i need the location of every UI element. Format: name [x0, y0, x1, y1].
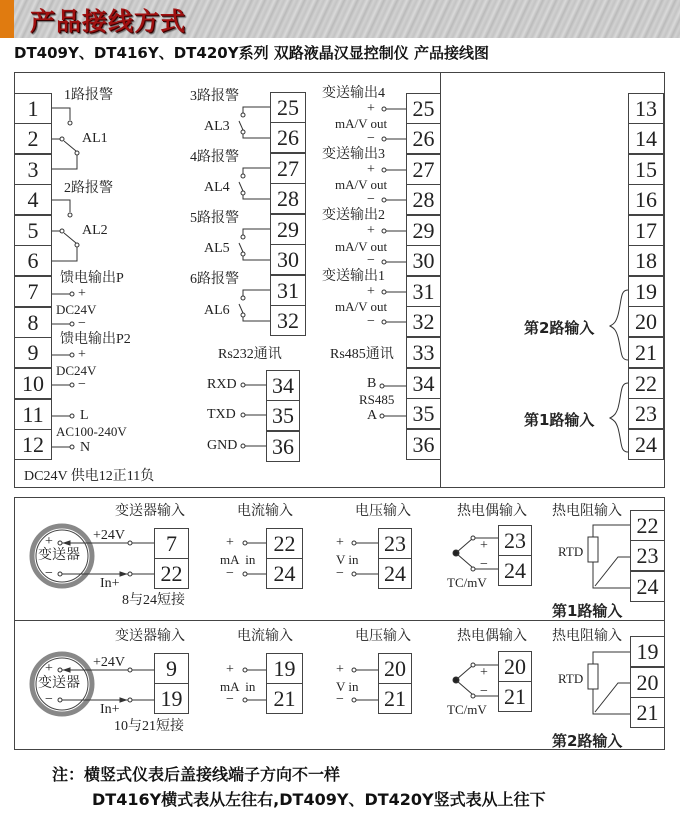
feed2-voltage: DC24V — [56, 363, 97, 378]
terminal-35-out: 35 — [406, 398, 441, 429]
rs485-title: Rs485通讯 — [330, 347, 394, 362]
terminal-17: 17 — [628, 215, 664, 246]
output2-title: 变送输出2 — [322, 208, 385, 223]
diagram-subtitle: DT409Y、DT416Y、DT420Y系列 双路液晶汉显控制仪 产品接线图 — [14, 44, 490, 62]
output1-plus: + — [367, 284, 375, 299]
terminal-20: 20 — [628, 306, 664, 337]
output2-mid: mA/V out — [335, 239, 388, 254]
p1-thermocouple-title: 热电偶输入 — [457, 504, 527, 519]
p2-voltage-terminal-20: 20 — [378, 653, 412, 684]
p2-transmitter-minus: − — [45, 692, 53, 707]
p1-transmitter-in: In+ — [100, 576, 120, 591]
p1-transmitter-note: 8与24短接 — [122, 593, 185, 608]
p1-voltage-plus: + — [336, 535, 344, 550]
p1-terminal-22: 22 — [154, 558, 189, 589]
input2-brace-label: 第2路输入 — [524, 319, 595, 337]
terminal-4: 4 — [14, 184, 52, 215]
output4-title: 变送输出4 — [322, 86, 385, 101]
power-voltage: AC100-240V — [56, 424, 127, 439]
terminal-16: 16 — [628, 184, 664, 215]
alarm4-name: AL4 — [204, 180, 230, 195]
output3-mid: mA/V out — [335, 177, 388, 192]
p1-current-plus: + — [226, 535, 234, 550]
p2-current-plus: + — [226, 662, 234, 677]
p2-transmitter-in: In+ — [100, 702, 120, 717]
p1-rtd-terminal-24: 24 — [630, 571, 665, 602]
p2-rtd-terminal-20: 20 — [630, 667, 665, 698]
p1-voltage-minus: − — [336, 566, 344, 581]
feed2-minus: − — [78, 377, 86, 392]
power-footnote: DC24V 供电12正11负 — [24, 469, 155, 484]
terminal-10: 10 — [14, 368, 52, 399]
p2-thermocouple-mid: TC/mV — [447, 702, 487, 717]
terminal-11: 11 — [14, 399, 52, 430]
terminal-24: 24 — [628, 429, 664, 460]
p2-voltage-minus: − — [336, 692, 344, 707]
terminal-1: 1 — [14, 93, 52, 124]
terminal-26-out: 26 — [406, 123, 441, 154]
p1-terminal-7: 7 — [154, 528, 189, 559]
output3-title: 变送输出3 — [322, 147, 385, 162]
output2-minus: − — [367, 253, 375, 268]
terminal-27: 27 — [270, 153, 306, 184]
p1-thermocouple-minus: − — [480, 557, 488, 572]
terminal-32-out: 32 — [406, 306, 441, 337]
rs232-gnd: GND — [207, 438, 238, 453]
alarm5-title: 5路报警 — [190, 211, 239, 226]
terminal-30: 30 — [270, 244, 306, 275]
terminal-7: 7 — [14, 276, 52, 307]
alarm6-name: AL6 — [204, 303, 230, 318]
terminal-30-out: 30 — [406, 245, 441, 276]
feed2-title: 馈电输出P2 — [60, 332, 131, 347]
terminal-31: 31 — [270, 275, 306, 306]
terminal-14: 14 — [628, 123, 664, 154]
p2-transmitter-plus: + — [45, 661, 53, 676]
p1-transmitter-plus: + — [45, 534, 53, 549]
p2-transmitter-title: 变送器输入 — [115, 629, 185, 644]
p1-tc-terminal-23: 23 — [498, 525, 532, 556]
alarm2-name: AL2 — [82, 223, 108, 238]
power-N: N — [80, 440, 91, 455]
alarm1-name: AL1 — [82, 131, 108, 146]
terminal-6: 6 — [14, 245, 52, 276]
alarm3-name: AL3 — [204, 119, 230, 134]
p2-transmitter-device: 变送器 — [38, 676, 80, 691]
p2-voltage-title: 电压输入 — [355, 629, 411, 644]
rs232-title: Rs232通讯 — [218, 347, 282, 362]
p1-transmitter-24v: +24V — [93, 528, 126, 543]
terminal-31-out: 31 — [406, 276, 441, 307]
p1-current-title: 电流输入 — [237, 504, 293, 519]
p2-current-terminal-21: 21 — [266, 683, 303, 714]
p1-current-mid: mA in — [220, 552, 256, 567]
p2-voltage-mid: V in — [336, 679, 359, 694]
terminal-12: 12 — [14, 429, 52, 460]
terminal-18: 18 — [628, 245, 664, 276]
p1-thermocouple-mid: TC/mV — [447, 575, 487, 590]
feed1-plus: + — [78, 286, 86, 301]
p2-current-title: 电流输入 — [237, 629, 293, 644]
terminal-21: 21 — [628, 337, 664, 368]
output4-minus: − — [367, 131, 375, 146]
terminal-9: 9 — [14, 337, 52, 368]
p1-current-terminal-22: 22 — [266, 528, 303, 559]
p2-transmitter-note: 10与21短接 — [114, 719, 184, 734]
output4-mid: mA/V out — [335, 116, 388, 131]
feed1-voltage: DC24V — [56, 302, 97, 317]
terminal-29-out: 29 — [406, 215, 441, 246]
terminal-36-rs232: 36 — [266, 431, 300, 462]
p2-voltage-plus: + — [336, 662, 344, 677]
terminal-34-rs232: 34 — [266, 370, 300, 401]
p1-transmitter-device: 变送器 — [38, 548, 80, 563]
terminal-15: 15 — [628, 154, 664, 185]
p1-thermocouple-plus: + — [480, 538, 488, 553]
terminal-25: 25 — [270, 92, 306, 123]
p2-thermocouple-plus: + — [480, 665, 488, 680]
p1-rtd-mid: RTD — [558, 544, 584, 559]
terminal-28: 28 — [270, 183, 306, 214]
input1-brace-label: 第1路输入 — [524, 411, 595, 429]
terminal-33-out: 33 — [406, 337, 441, 368]
rs485-label: RS485 — [359, 392, 395, 407]
p2-thermocouple-minus: − — [480, 684, 488, 699]
p1-transmitter-title: 变送器输入 — [115, 504, 185, 519]
p2-channel-label: 第2路输入 — [552, 732, 623, 750]
p2-thermocouple-title: 热电偶输入 — [457, 629, 527, 644]
p2-voltage-terminal-21: 21 — [378, 683, 412, 714]
alarm2-title: 2路报警 — [64, 181, 113, 196]
output1-title: 变送输出1 — [322, 269, 385, 284]
rs232-txd: TXD — [207, 407, 236, 422]
p2-current-mid: mA in — [220, 679, 256, 694]
rs485-a: A — [367, 408, 378, 423]
terminal-2: 2 — [14, 123, 52, 154]
terminal-28-out: 28 — [406, 184, 441, 215]
terminal-27-out: 27 — [406, 154, 441, 185]
terminal-13: 13 — [628, 93, 664, 124]
terminal-23: 23 — [628, 398, 664, 429]
p1-voltage-terminal-24: 24 — [378, 558, 412, 589]
p2-tc-terminal-21: 21 — [498, 681, 532, 712]
terminal-35-rs232: 35 — [266, 400, 300, 431]
p1-current-minus: − — [226, 566, 234, 581]
p2-terminal-19: 19 — [154, 683, 189, 714]
p2-rtd-terminal-21: 21 — [630, 697, 665, 728]
terminal-3: 3 — [14, 154, 52, 185]
alarm1-title: 1路报警 — [64, 88, 113, 103]
output1-minus: − — [367, 314, 375, 329]
terminal-8: 8 — [14, 307, 52, 338]
terminal-29: 29 — [270, 214, 306, 245]
terminal-19: 19 — [628, 276, 664, 307]
alarm3-title: 3路报警 — [190, 89, 239, 104]
terminal-32: 32 — [270, 305, 306, 336]
p1-current-terminal-24: 24 — [266, 558, 303, 589]
terminal-22: 22 — [628, 368, 664, 399]
p2-rtd-mid: RTD — [558, 671, 584, 686]
p2-terminal-9: 9 — [154, 653, 189, 684]
p1-voltage-mid: V in — [336, 552, 359, 567]
p1-rtd-title: 热电阻输入 — [552, 504, 622, 519]
note-line-1: 注：横竖式仪表后盖接线端子方向不一样 — [52, 765, 341, 784]
p1-transmitter-minus: − — [45, 566, 53, 581]
alarm6-title: 6路报警 — [190, 272, 239, 287]
output1-mid: mA/V out — [335, 299, 388, 314]
terminal-34-out: 34 — [406, 368, 441, 399]
p1-rtd-terminal-23: 23 — [630, 540, 665, 571]
p2-rtd-terminal-19: 19 — [630, 636, 665, 667]
note-line-2: DT416Y横式表从左往右,DT409Y、DT420Y竖式表从上往下 — [92, 790, 546, 809]
alarm5-name: AL5 — [204, 241, 230, 256]
terminal-25-out: 25 — [406, 93, 441, 124]
rs485-b: B — [367, 376, 377, 391]
power-L: L — [80, 408, 89, 423]
rs232-rxd: RXD — [207, 377, 237, 392]
feed1-title: 馈电输出P — [60, 271, 124, 286]
p1-tc-terminal-24: 24 — [498, 555, 532, 586]
feed1-minus: − — [78, 316, 86, 331]
p2-current-minus: − — [226, 692, 234, 707]
output3-plus: + — [367, 162, 375, 177]
terminal-5: 5 — [14, 215, 52, 246]
output4-plus: + — [367, 101, 375, 116]
feed2-plus: + — [78, 347, 86, 362]
output2-plus: + — [367, 223, 375, 238]
terminal-36-out: 36 — [406, 429, 441, 460]
p1-channel-label: 第1路输入 — [552, 602, 623, 620]
p1-rtd-terminal-22: 22 — [630, 510, 665, 541]
p1-voltage-title: 电压输入 — [355, 504, 411, 519]
p1-voltage-terminal-23: 23 — [378, 528, 412, 559]
p2-transmitter-24v: +24V — [93, 655, 126, 670]
terminal-26: 26 — [270, 122, 306, 153]
p2-rtd-title: 热电阻输入 — [552, 629, 622, 644]
page-title: 产品接线方式 — [30, 7, 187, 36]
p2-current-terminal-19: 19 — [266, 653, 303, 684]
output3-minus: − — [367, 192, 375, 207]
p2-tc-terminal-20: 20 — [498, 651, 532, 682]
alarm4-title: 4路报警 — [190, 150, 239, 165]
